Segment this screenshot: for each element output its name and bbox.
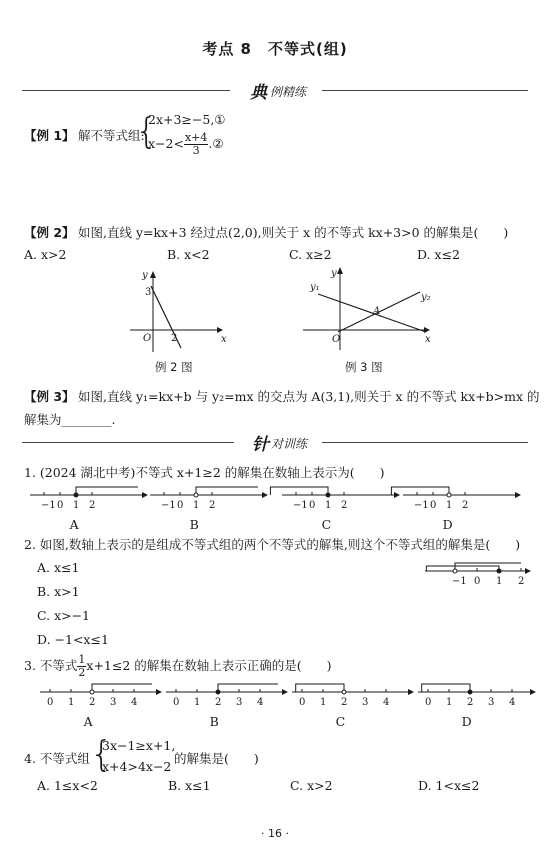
figure-example-2 [125, 268, 225, 353]
endpoint-dot [74, 493, 78, 497]
tick-label: −1 [41, 500, 56, 511]
q4-option-b: B. x≤1 [168, 778, 211, 793]
example-1 [24, 110, 524, 160]
q3-line-a [40, 678, 162, 712]
q4-option-a: A. 1≤x<2 [37, 778, 98, 793]
q2-option-c: C. x>−1 [37, 608, 91, 623]
tick-label: 2 [209, 500, 216, 511]
q4-option-c: C. x>2 [290, 778, 333, 793]
solution-ray [391, 487, 449, 495]
fig2-y-label: y [142, 270, 148, 281]
tick-label: 1 [73, 500, 80, 511]
option-c: C. x≥2 [289, 247, 332, 262]
brace: { [135, 111, 158, 152]
solution-ray [296, 684, 344, 692]
q3-line-d [418, 678, 536, 712]
tick-label: 1 [496, 576, 503, 587]
brace: { [90, 734, 113, 775]
tick-label: 4 [509, 697, 516, 708]
q2-option-a: A. x≤1 [37, 560, 80, 575]
endpoint-dot [497, 569, 501, 573]
banner-big-char: 针 [252, 435, 269, 455]
tick-label: 3 [236, 697, 243, 708]
tick-label: −1 [414, 500, 429, 511]
tick-label: 1 [68, 697, 75, 708]
tick-label: 1 [194, 697, 201, 708]
tick-label: 0 [173, 697, 180, 708]
option-letter: B [189, 517, 199, 532]
tick-label: 2 [467, 697, 474, 708]
q3-line-c [292, 678, 414, 712]
figure-example-3 [300, 264, 440, 352]
option-d: D. x≤2 [417, 247, 460, 262]
example-1-line-1: 2x+3≥−5,① [148, 112, 226, 127]
example-3-text-2: 解集为________. [24, 412, 116, 427]
q1-line-b [150, 481, 268, 515]
option-letter: C [335, 714, 346, 729]
tick-label: 2 [518, 576, 525, 587]
fig3-origin: O [332, 334, 341, 345]
q2-option-d: D. −1<x≤1 [37, 632, 109, 647]
endpoint-dot [326, 493, 330, 497]
tick-label: 3 [110, 697, 117, 708]
tick-label: 2 [341, 500, 348, 511]
fig3-point-a: A [373, 306, 381, 317]
solution-ray [196, 487, 258, 495]
endpoint-dot [342, 690, 346, 694]
tick-label: 1 [193, 500, 200, 511]
solution-ray [218, 684, 278, 692]
tick-label: 0 [309, 500, 316, 511]
q3-line-b [166, 678, 288, 712]
endpoint-dot [447, 493, 451, 497]
tick-label: 0 [57, 500, 64, 511]
fig3-y-label: y [331, 268, 337, 279]
q1-line-d [403, 481, 521, 515]
tick-label: 2 [89, 500, 96, 511]
tick-label: 1 [325, 500, 332, 511]
fig2-caption: 例 2 图 [155, 360, 193, 374]
option-a: A. x>2 [24, 247, 67, 262]
q1-line-a [30, 481, 148, 515]
option-letter: C [321, 517, 332, 532]
example-2-text: 如图,直线 y=kx+3 经过点(2,0),则关于 x 的不等式 kx+3>0 的解集是( ) [78, 225, 509, 240]
question-4 [24, 734, 524, 778]
solution-ray [455, 563, 521, 571]
question-4-post: 的解集是( ) [174, 751, 259, 766]
fig3-y1: y₁ [310, 282, 320, 293]
section-banner-practice [22, 432, 528, 455]
question-2-text: 2. 如图,数轴上表示的是组成不等式组的两个不等式的解集,则这个不等式组的解集是( ) [24, 537, 521, 552]
endpoint-dot [468, 690, 472, 694]
question-4-pre: 4. 不等式组 [24, 751, 90, 766]
endpoint-dot [216, 690, 220, 694]
tick-label: −1 [452, 576, 467, 587]
q4-option-d: D. 1<x≤2 [418, 778, 480, 793]
page-title: 考点 8 不等式(组) [202, 40, 348, 58]
tick-label: 1 [320, 697, 327, 708]
tick-label: 3 [362, 697, 369, 708]
banner-big-char: 典 [250, 83, 267, 103]
endpoint-dot [453, 569, 457, 573]
fig2-tick-y: 3 [145, 287, 152, 298]
tick-label: 2 [341, 697, 348, 708]
solution-ray [76, 487, 138, 495]
fig3-x-label: x [425, 334, 431, 345]
solution-ray [92, 684, 152, 692]
tick-label: 0 [430, 500, 437, 511]
section-banner-examples [22, 80, 528, 103]
tick-label: 0 [474, 576, 481, 587]
example-3-text-1: 如图,直线 y₁=kx+b 与 y₂=mx 的交点为 A(3,1),则关于 x 的不等式 kx+b>mx 的 [78, 389, 540, 404]
question-3-text: 3. 不等式 $\frac{1}{2}$ x+1≤2 的解集在数轴上表示正确的是( ) [24, 653, 332, 679]
tick-label: 2 [462, 500, 469, 511]
fig2-x-label: x [221, 334, 227, 345]
solution-ray [422, 684, 470, 692]
tick-label: 0 [177, 500, 184, 511]
tick-label: 4 [131, 697, 138, 708]
example-1-line-2: x−2< $\frac{x+4}{3}$ .② [148, 131, 224, 157]
tick-label: 0 [47, 697, 54, 708]
fig2-origin: O [143, 333, 152, 344]
fig3-caption: 例 3 图 [345, 360, 383, 374]
solution-ray [426, 566, 499, 571]
question-4-line-1: 3x−1≥x+1, [102, 738, 176, 753]
solution-ray [270, 487, 328, 495]
q2-option-b: B. x>1 [37, 584, 80, 599]
option-letter: A [83, 714, 93, 729]
option-letter: D [442, 517, 453, 532]
option-letter: B [209, 714, 219, 729]
tick-label: −1 [293, 500, 308, 511]
page-number: · 16 · [261, 827, 289, 840]
tick-label: 4 [257, 697, 264, 708]
example-2-label: 【例 2】 [24, 225, 75, 240]
tick-label: 2 [215, 697, 222, 708]
tick-label: 1 [446, 500, 453, 511]
question-4-line-2: x+4>4x−2 [102, 759, 172, 774]
tick-label: −1 [161, 500, 176, 511]
example-1-text: 解不等式组: [78, 128, 145, 143]
tick-label: 1 [446, 697, 453, 708]
option-letter: A [69, 517, 79, 532]
q1-line-c [282, 481, 400, 515]
endpoint-dot [194, 493, 198, 497]
tick-label: 3 [488, 697, 495, 708]
q2-line [425, 557, 531, 591]
tick-label: 0 [299, 697, 306, 708]
example-3-label: 【例 3】 [24, 389, 75, 404]
fig2-tick-x: 2 [171, 333, 178, 344]
banner-small-text: 例精练 [270, 85, 307, 99]
endpoint-dot [90, 690, 94, 694]
fig3-y2: y₂ [421, 292, 431, 303]
option-letter: D [461, 714, 472, 729]
option-b: B. x<2 [167, 247, 210, 262]
example-1-label: 【例 1】 [24, 128, 75, 143]
tick-label: 2 [89, 697, 96, 708]
tick-label: 4 [383, 697, 390, 708]
tick-label: 0 [425, 697, 432, 708]
banner-small-text: 对训练 [271, 437, 308, 451]
question-1-text: 1. (2024 湖北中考)不等式 x+1≥2 的解集在数轴上表示为( ) [24, 465, 385, 480]
